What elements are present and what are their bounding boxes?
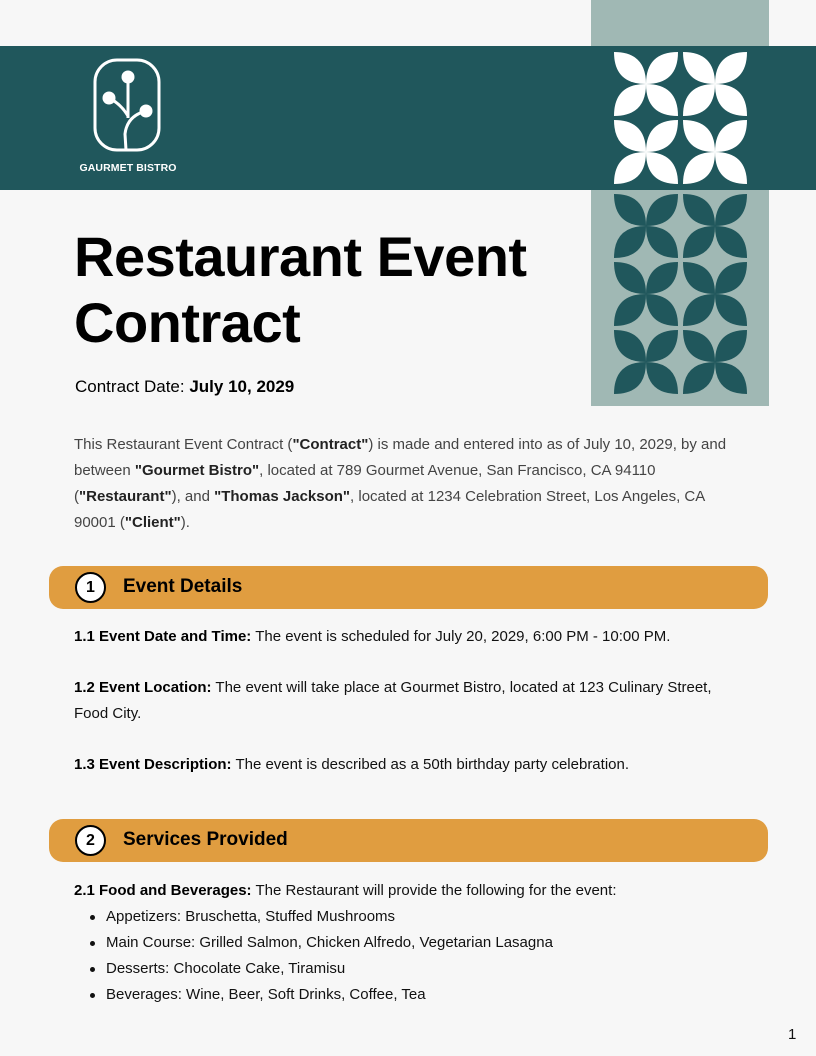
contract-date: Contract Date: July 10, 2029: [75, 377, 295, 396]
food-beverage-list: [88, 904, 553, 1008]
white-petal-pattern-icon: [612, 50, 752, 186]
clause-1-2: 1.2 Event Location: The event will take place at Gourmet Bistro, located at 123 Culinary Street, Food City.: [74, 679, 712, 722]
brand-logo: [76, 58, 180, 178]
section-number-badge: 1: [75, 572, 106, 603]
clause-2-1: 2.1 Food and Beverages: The Restaurant will provide the following for the event:: [74, 882, 617, 899]
list-item: Beverages: Wine, Beer, Soft Drinks, Coffee, Tea: [88, 982, 553, 1008]
section-header-event-details: [49, 566, 768, 609]
list-item: Desserts: Chocolate Cake, Tiramisu: [88, 956, 553, 982]
clause-1-3: 1.3 Event Description: The event is described as a 50th birthday party celebration.: [74, 756, 630, 773]
intro-paragraph: This Restaurant Event Contract ("Contract") is made and entered into as of July 10, 2029, by and between "Gourmet Bistro", located at 789 Gourmet Avenue, San Francisco, CA 94110 ("Restaurant"), and "Thomas Jackson", located at 1234 Celebration Street, Los Angeles, CA 90001 ("Client").: [74, 436, 727, 531]
tree-branch-icon: [93, 58, 163, 154]
page-title: Restaurant Event Contract: [74, 225, 527, 354]
list-item: Main Course: Grilled Salmon, Chicken Alfredo, Vegetarian Lasagna: [88, 930, 553, 956]
section-title: Services Provided: [123, 829, 288, 850]
section-title: Event Details: [123, 576, 243, 597]
brand-name: GAURMET BISTRO: [79, 162, 177, 174]
section-header-services-provided: [49, 819, 768, 862]
teal-petal-pattern-icon: [612, 192, 752, 396]
list-item: Appetizers: Bruschetta, Stuffed Mushrooms: [88, 904, 553, 930]
contract-date-value: July 10, 2029: [189, 377, 295, 396]
page-number: 1: [788, 1026, 797, 1043]
clause-1-1: 1.1 Event Date and Time: The event is scheduled for July 20, 2029, 6:00 PM - 10:00 PM.: [74, 628, 671, 645]
section-number-badge: 2: [75, 825, 106, 856]
